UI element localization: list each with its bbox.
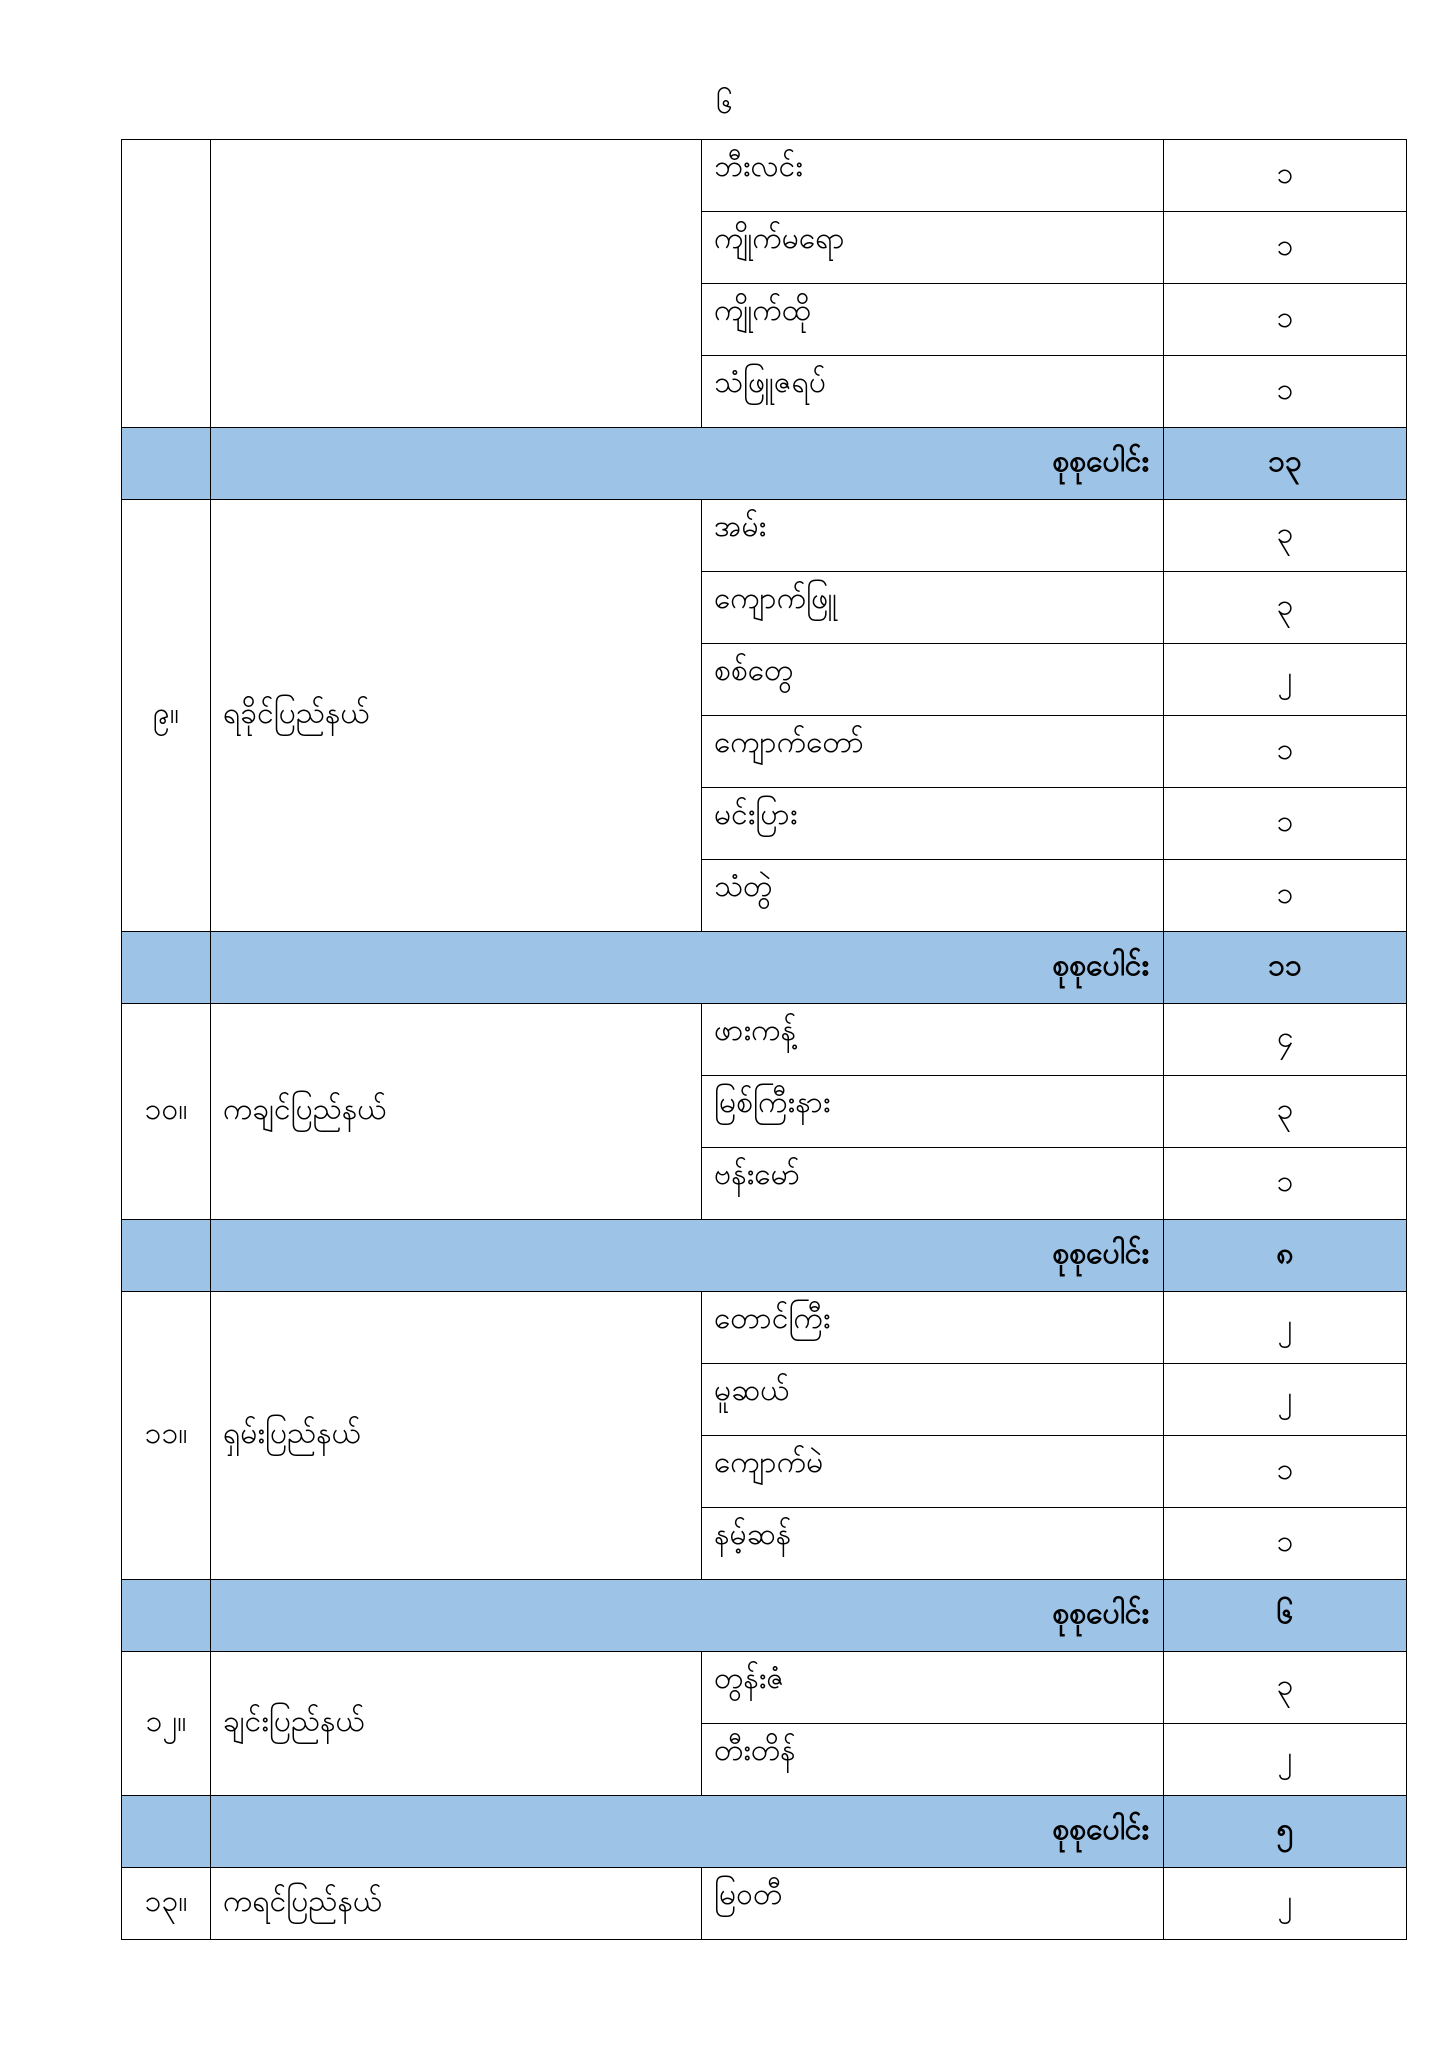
row-number: ၁၁။ <box>122 1292 211 1580</box>
region-name: ချင်းပြည်နယ် <box>211 1652 702 1796</box>
township-count: ၁ <box>1164 788 1407 860</box>
township-name: တွန်းဇံ <box>702 1652 1164 1724</box>
township-name: နမ့်ဆန် <box>702 1508 1164 1580</box>
township-name: မင်းပြား <box>702 788 1164 860</box>
table-row <box>122 500 1407 572</box>
township-name: တောင်ကြီး <box>702 1292 1164 1364</box>
subtotal-label: စုစုပေါင်း <box>211 1220 1164 1292</box>
subtotal-value: ၆ <box>1164 1580 1407 1652</box>
region-name: ကချင်ပြည်နယ် <box>211 1004 702 1220</box>
subtotal-label: စုစုပေါင်း <box>211 428 1164 500</box>
row-number: ၁၃။ <box>122 1868 211 1940</box>
township-count: ၁ <box>1164 356 1407 428</box>
subtotal-value: ၅ <box>1164 1796 1407 1868</box>
township-count: ၁ <box>1164 140 1407 212</box>
township-count: ၁ <box>1164 860 1407 932</box>
township-name: ဗန်းမော် <box>702 1148 1164 1220</box>
subtotal-blank <box>122 428 211 500</box>
table-body <box>122 140 1407 1940</box>
table-row <box>122 1292 1407 1364</box>
township-name: တီးတိန် <box>702 1724 1164 1796</box>
township-name: ဖားကန့် <box>702 1004 1164 1076</box>
subtotal-label: စုစုပေါင်း <box>211 1796 1164 1868</box>
subtotal-blank <box>122 1796 211 1868</box>
subtotal-blank <box>122 932 211 1004</box>
subtotal-value: ၁၁ <box>1164 932 1407 1004</box>
region-name <box>211 140 702 428</box>
region-name: ရှမ်းပြည်နယ် <box>211 1292 702 1580</box>
township-name: ကျောက်ဖြူ <box>702 572 1164 644</box>
township-count: ၂ <box>1164 1292 1407 1364</box>
township-count: ၁ <box>1164 716 1407 788</box>
township-count: ၂ <box>1164 1724 1407 1796</box>
township-count: ၃ <box>1164 1652 1407 1724</box>
table-row <box>122 1868 1407 1940</box>
subtotal-row <box>122 428 1407 500</box>
township-count: ၃ <box>1164 572 1407 644</box>
township-name: ကျောက်မဲ <box>702 1436 1164 1508</box>
township-name: မြဝတီ <box>702 1868 1164 1940</box>
region-name: ရခိုင်ပြည်နယ် <box>211 500 702 932</box>
subtotal-blank <box>122 1580 211 1652</box>
subtotal-value: ၈ <box>1164 1220 1407 1292</box>
township-name: အမ်း <box>702 500 1164 572</box>
township-count: ၁ <box>1164 284 1407 356</box>
township-name: မြစ်ကြီးနား <box>702 1076 1164 1148</box>
subtotal-row <box>122 932 1407 1004</box>
subtotal-row <box>122 1796 1407 1868</box>
township-count: ၃ <box>1164 1076 1407 1148</box>
table-row <box>122 1004 1407 1076</box>
township-name: သံတွဲ <box>702 860 1164 932</box>
region-name: ကရင်ပြည်နယ် <box>211 1868 702 1940</box>
subtotal-value: ၁၃ <box>1164 428 1407 500</box>
township-count: ၁ <box>1164 1436 1407 1508</box>
township-name: ကျိုက်မရော <box>702 212 1164 284</box>
row-number: ၉။ <box>122 500 211 932</box>
townships-table <box>121 139 1407 1940</box>
table-row <box>122 140 1407 212</box>
subtotal-blank <box>122 1220 211 1292</box>
subtotal-label: စုစုပေါင်း <box>211 1580 1164 1652</box>
township-count: ၃ <box>1164 500 1407 572</box>
township-name: ဘီးလင်း <box>702 140 1164 212</box>
township-name: သံဖြူဇရပ် <box>702 356 1164 428</box>
township-count: ၄ <box>1164 1004 1407 1076</box>
subtotal-row <box>122 1220 1407 1292</box>
township-name: ကျိုက်ထို <box>702 284 1164 356</box>
row-number: ၁၀။ <box>122 1004 211 1220</box>
township-count: ၁ <box>1164 1148 1407 1220</box>
township-count: ၂ <box>1164 1364 1407 1436</box>
township-name: စစ်တွေ <box>702 644 1164 716</box>
table-row <box>122 1652 1407 1724</box>
subtotal-row <box>122 1580 1407 1652</box>
row-number: ၁၂။ <box>122 1652 211 1796</box>
township-count: ၂ <box>1164 644 1407 716</box>
township-count: ၁ <box>1164 212 1407 284</box>
township-count: ၁ <box>1164 1508 1407 1580</box>
township-name: မူဆယ် <box>702 1364 1164 1436</box>
row-number <box>122 140 211 428</box>
township-count: ၂ <box>1164 1868 1407 1940</box>
page-number: ၆ <box>716 86 733 121</box>
subtotal-label: စုစုပေါင်း <box>211 932 1164 1004</box>
township-name: ကျောက်တော် <box>702 716 1164 788</box>
